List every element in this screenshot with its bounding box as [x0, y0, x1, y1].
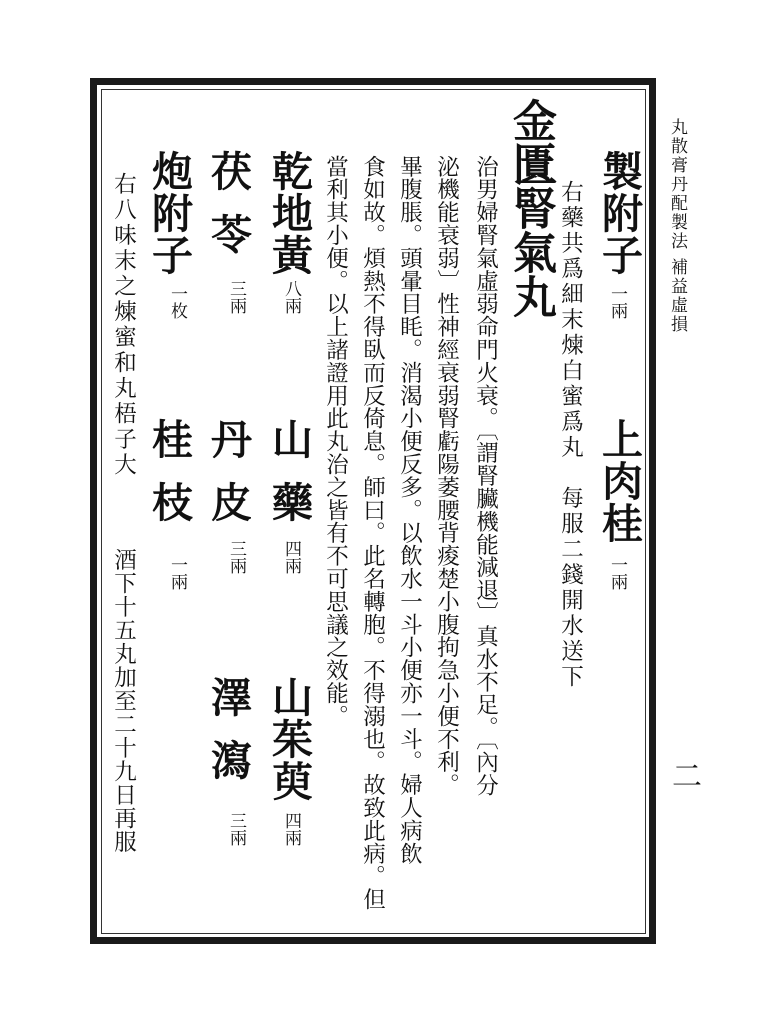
ingredient-name: 澤瀉 [204, 676, 252, 802]
margin-header: 丸散膏丹配製法 [667, 118, 687, 251]
ingredient-name: 上肉桂 [595, 418, 643, 544]
ingredient-dose: 一兩 [607, 556, 627, 590]
ingredient-name: 乾地黃 [265, 150, 313, 276]
ingredient-name: 山藥 [265, 418, 313, 544]
indication-line: 當利其小便。以上諸證用此丸治之皆有不可思議之效能。 [322, 155, 349, 728]
ingredient-dose: 三兩 [226, 540, 246, 574]
ingredient-name: 山茱萸 [265, 676, 313, 802]
page-number: 二 [666, 760, 701, 790]
indication-line: 畢腹脹。頭暈目眊。消渴小便反多。以飲水一斗小便亦一斗。婦人病飲 [396, 155, 423, 865]
ingredient-name: 製附子 [595, 150, 643, 276]
ingredient-dose: 四兩 [281, 540, 301, 574]
ingredient-dose: 一兩 [607, 285, 627, 319]
ingredient-name: 丹皮 [204, 418, 252, 544]
preparation-instruction: 右藥共爲細末煉白蜜爲丸 每服二錢開水送下 [557, 180, 584, 690]
ingredient-dose: 八兩 [281, 280, 301, 314]
ingredient-dose: 四兩 [281, 812, 301, 846]
ingredient-name: 茯苓 [204, 150, 252, 276]
ingredient-name: 炮附子 [145, 150, 193, 276]
indication-line: 泌機能衰弱〕性神經衰弱腎虧陽萎腰背痠楚小腹拘急小便不利。 [433, 155, 460, 797]
dosage-instruction: 右八味末之煉蜜和丸梧子大 [110, 172, 137, 478]
ingredient-dose: 三兩 [226, 812, 246, 846]
ingredient-dose: 一兩 [167, 556, 187, 590]
ingredient-dose: 一枚 [167, 285, 187, 319]
indication-line: 治男婦腎氣虛弱命門火衰。〔謂腎臟機能減退〕真水不足。〔內分 [472, 155, 499, 797]
ingredient-dose: 三兩 [226, 280, 246, 314]
recipe-title: 金匱腎氣丸 [505, 98, 556, 318]
ingredient-name: 桂枝 [145, 418, 193, 544]
indication-line: 食如故。煩熱不得臥而反倚息。師曰。此名轉胞。不得溺也。故致此病。但 [359, 155, 386, 911]
dosage-instruction: 酒下十五丸加至二十九日再服 [110, 548, 137, 854]
margin-section: 補益虛損 [667, 258, 687, 334]
